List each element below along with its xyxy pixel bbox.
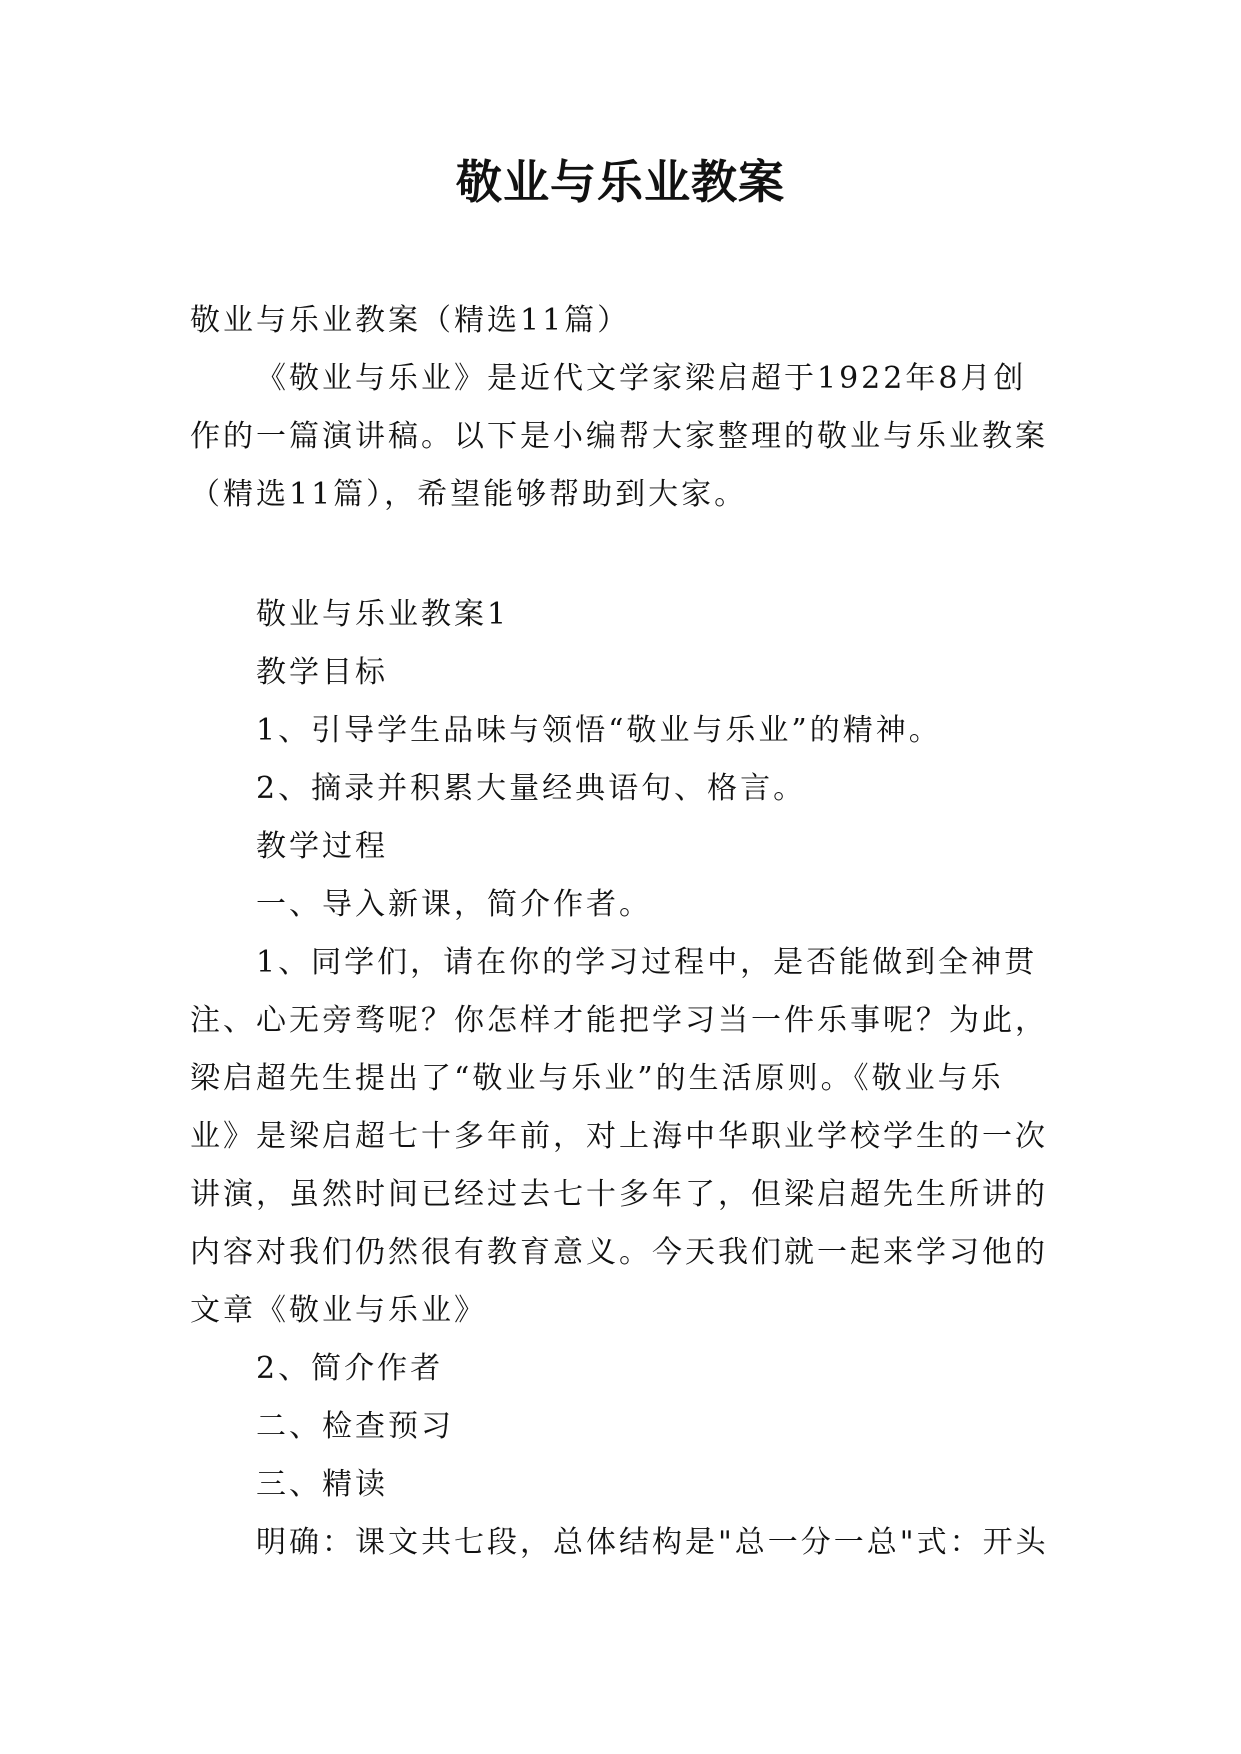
page-title: 敬业与乐业教案 (456, 155, 785, 209)
para-1-line-1: 1、同学们，请在你的学习过程中，是否能做到全神贯 (256, 945, 1038, 980)
clarify-line: 明确：课文共七段，总体结构是"总一分一总"式：开头 (256, 1525, 1049, 1560)
goal-item-2: 2、摘录并积累大量经典语句、格言。 (256, 771, 807, 806)
item-2: 2、简介作者 (256, 1351, 444, 1386)
part-1-heading: 一、导入新课，简介作者。 (256, 887, 652, 922)
document-body (190, 292, 1050, 1572)
para-1-line-7: 文章《敬业与乐业》 (190, 1293, 487, 1328)
intro-line-2: 作的一篇演讲稿。以下是小编帮大家整理的敬业与乐业教案 (190, 419, 1048, 454)
para-1-line-4: 业》是梁启超七十多年前，对上海中华职业学校学生的一次 (190, 1119, 1048, 1154)
goal-heading: 教学目标 (256, 655, 388, 690)
paragraph-gap (190, 524, 1050, 582)
para-1-line-2: 注、心无旁骛呢？你怎样才能把学习当一件乐事呢？为此， (190, 1003, 1048, 1038)
part-3-heading: 三、精读 (256, 1467, 388, 1502)
intro-line-1: 《敬业与乐业》是近代文学家梁启超于1922年8月创 (256, 361, 1027, 396)
process-heading: 教学过程 (256, 829, 388, 864)
part-2-heading: 二、检查预习 (256, 1409, 454, 1444)
goal-item-1: 1、引导学生品味与领悟“敬业与乐业”的精神。 (256, 713, 942, 748)
intro-line-3: （精选11篇），希望能够帮助到大家。 (190, 477, 748, 512)
para-1-line-5: 讲演，虽然时间已经过去七十多年了，但梁启超先生所讲的 (190, 1177, 1048, 1212)
para-1-line-6: 内容对我们仍然很有教育意义。今天我们就一起来学习他的 (190, 1235, 1048, 1270)
section-heading: 敬业与乐业教案1 (256, 597, 510, 632)
subtitle: 敬业与乐业教案（精选11篇） (190, 303, 631, 338)
para-1-line-3: 梁启超先生提出了“敬业与乐业”的生活原则。《敬业与乐 (190, 1061, 1004, 1096)
